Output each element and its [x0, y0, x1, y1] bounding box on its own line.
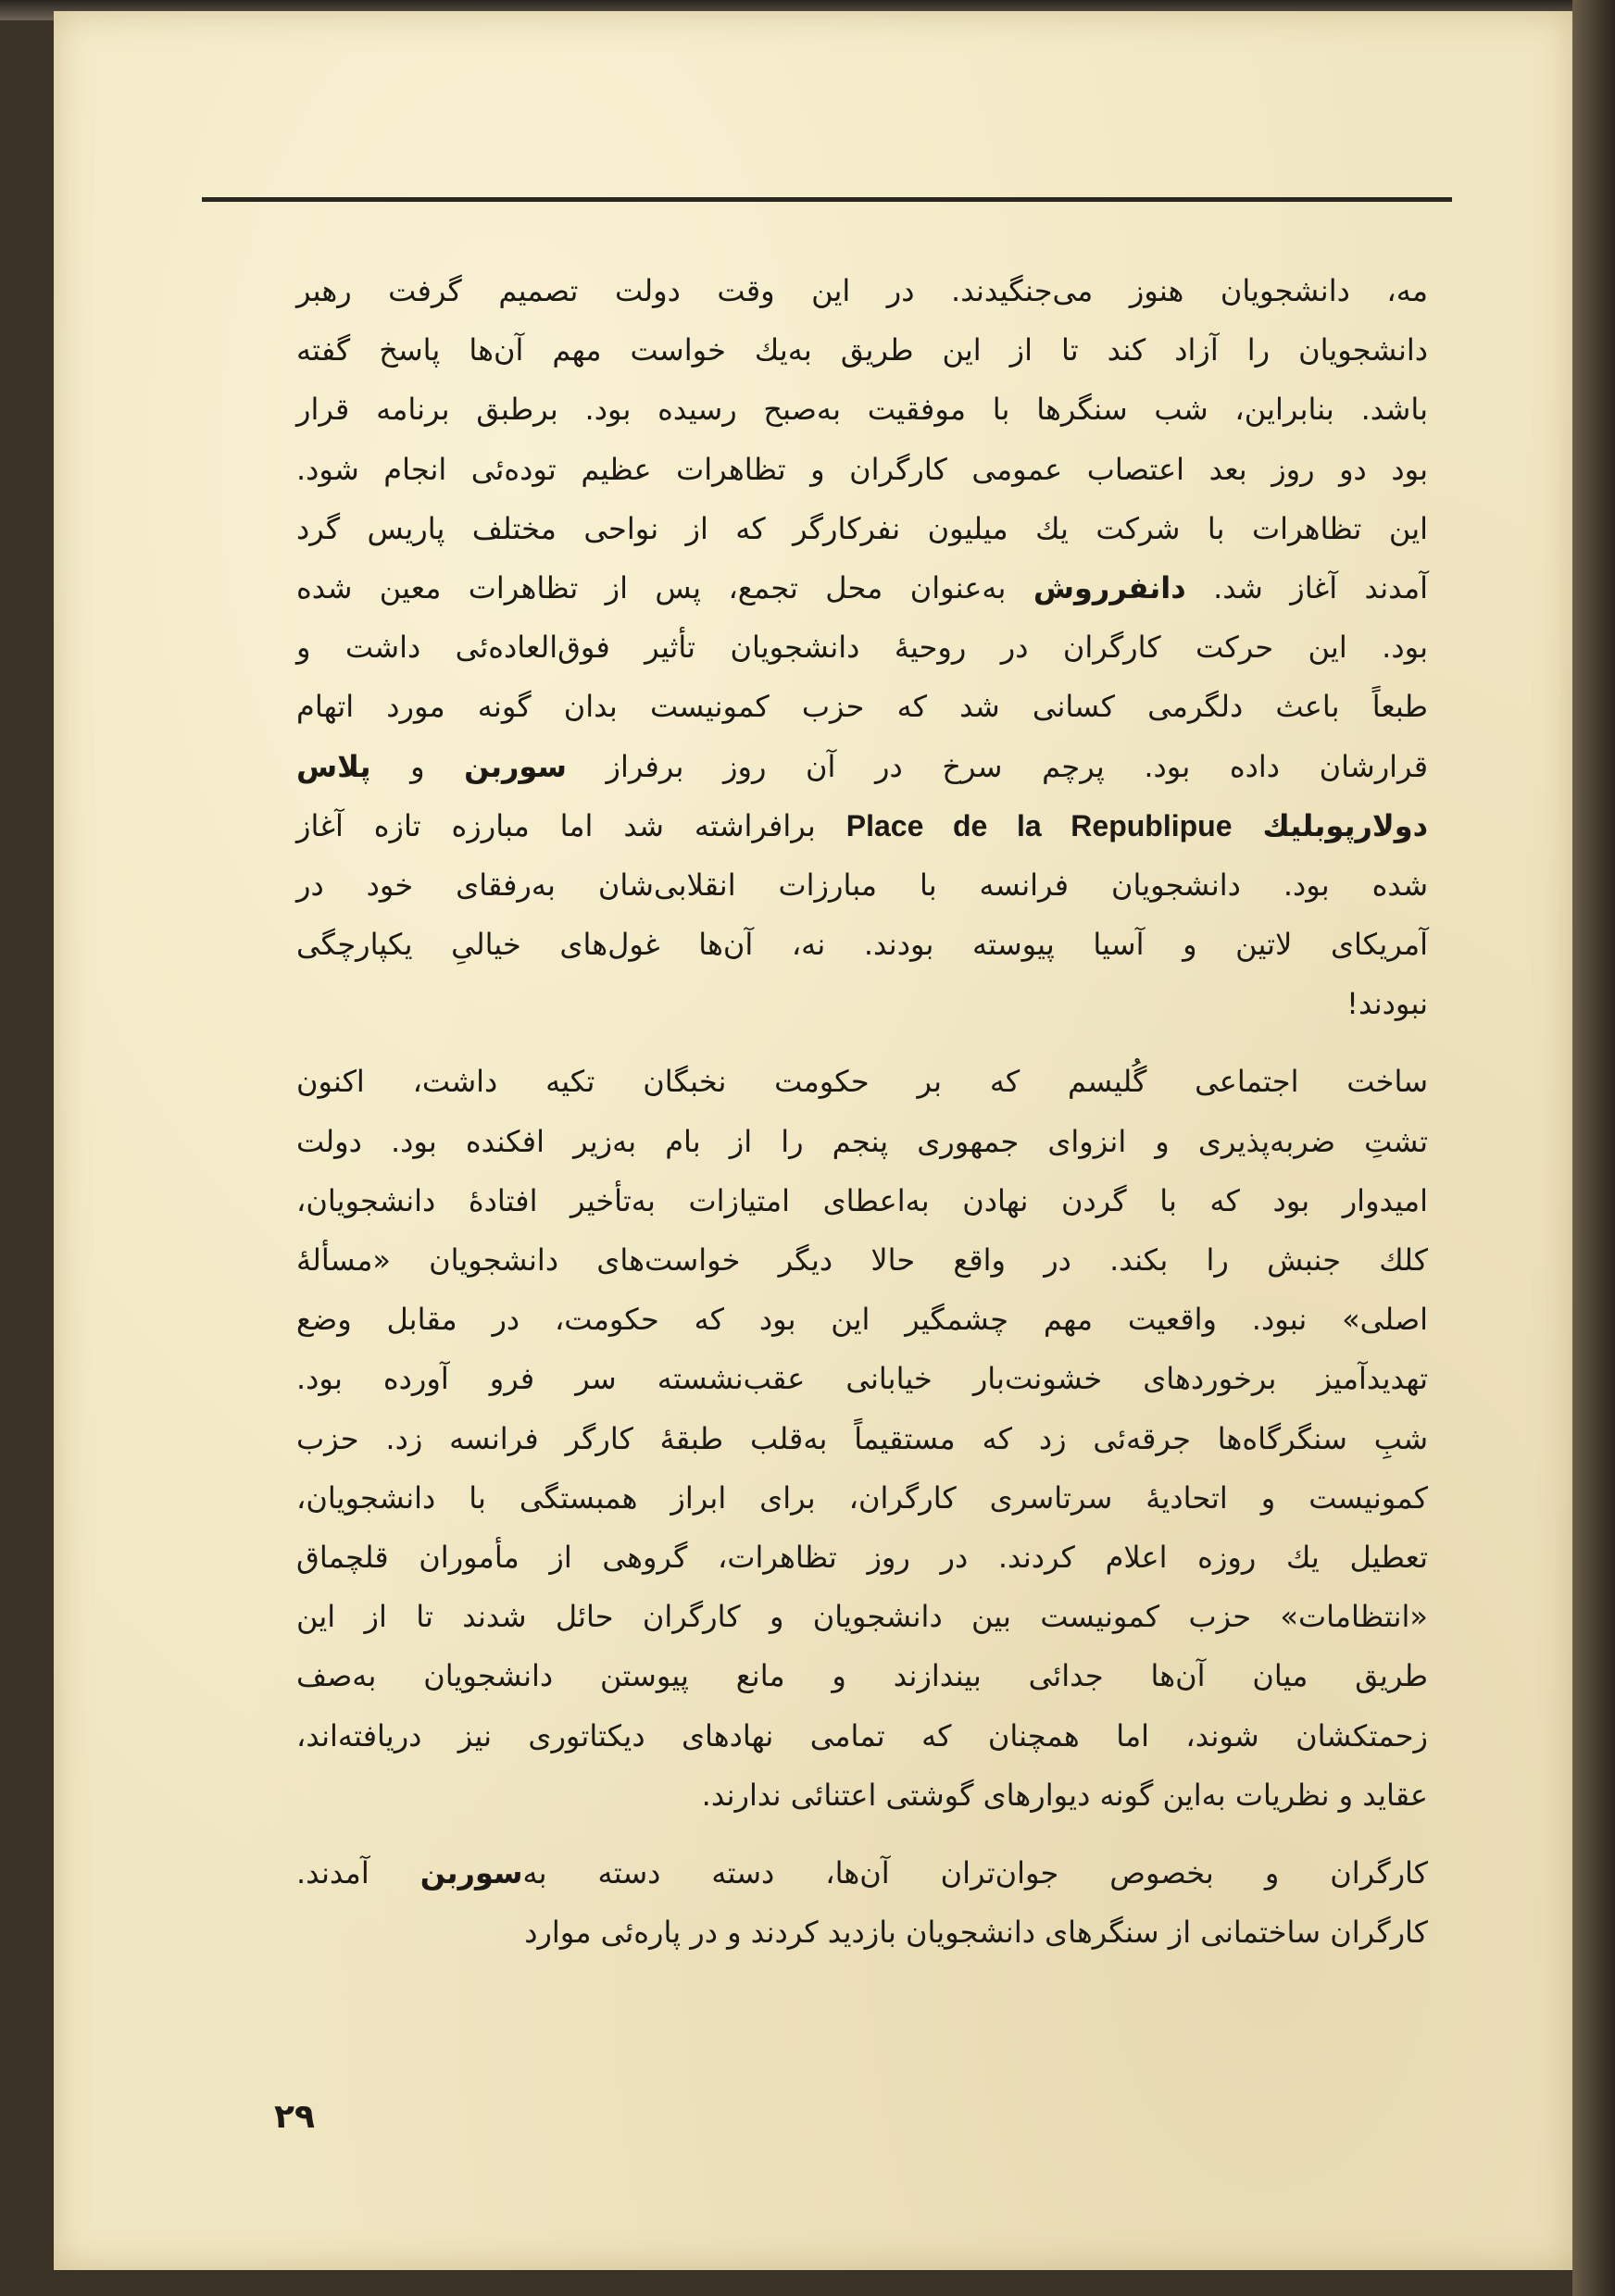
text-segment: به‌عنوان محل تجمع، پس از تظاهرات معین شده	[296, 569, 1033, 605]
text-line: مه، دانشجویان هنوز می‌جنگیدند. در این وقت دولت تصمیم گرفت رهبر	[296, 273, 1428, 308]
paragraph-1	[296, 261, 1428, 1033]
page-number: ۲۹	[274, 2098, 315, 2136]
text-line: کلك جنبش را بکند. در واقع حالا دیگر خواست‌های دانشجویان «مسألهٔ	[296, 1242, 1428, 1278]
text-line: زحمتکشان شوند، اما همچنان که تمامی نهادهای دیکتاتوری نیز دریافته‌اند،	[296, 1717, 1428, 1753]
text-line: آمریکای لاتین و آسیا پیوسته بودند. نه، آن‌ها غول‌های خیالیِ یکپارچگی	[296, 927, 1428, 963]
text-segment: آمدند.	[296, 1854, 420, 1890]
text-line: طریق میان آن‌ها جدائی بیندازند و مانع پیوستن دانشجویان به‌صف	[296, 1658, 1428, 1694]
paragraph-3	[296, 1843, 1428, 1962]
text-line: اصلی» نبود. واقعیت مهم چشمگیر این بود که حکومت، در مقابل وضع	[296, 1302, 1428, 1338]
body-text	[296, 261, 1428, 1962]
bold-term: سوربن	[419, 1854, 523, 1890]
text-line	[296, 796, 1428, 855]
bold-term: دانفرروش	[1033, 569, 1186, 605]
text-line: کمونیست و اتحادیهٔ سرتاسری کارگران، برای ابراز همبستگی با دانشجویان،	[296, 1479, 1428, 1516]
scan-right-edge	[1572, 0, 1615, 2296]
text-segment: و	[370, 748, 465, 784]
bold-term: پلاس	[296, 748, 371, 784]
text-line: تهدیدآمیز برخوردهای خشونت‌بار خیابانی عقب‌نشسته سر فرو آورده بود.	[296, 1361, 1428, 1397]
text-line: شده بود. دانشجویان فرانسه با مبارزات انقلابی‌شان به‌رفقای خود در	[296, 867, 1428, 903]
text-line: بود. این حرکت کارگران در روحیهٔ دانشجویان تأثیر فوق‌العاده‌ئی داشت و	[296, 630, 1428, 666]
text-line: تشتِ ضربه‌پذیری و انزوای جمهوری پنجم را از بام به‌زیر افکنده بود. دولت	[296, 1123, 1428, 1159]
text-line: امیدوار بود که با گردن نهادن به‌اعطای امتیازات به‌تأخیر افتادهٔ دانشجویان،	[296, 1182, 1428, 1218]
text-line	[296, 558, 1428, 618]
header-rule	[202, 197, 1452, 202]
bold-term: سوربن	[464, 748, 567, 784]
text-segment: آمدند آغاز شد.	[1185, 569, 1429, 605]
text-segment	[1233, 808, 1263, 843]
text-line: عقاید و نظریات به‌این گونه دیوارهای گوشتی اعتنائی ندارند.	[701, 1777, 1428, 1813]
text-segment: کارگران و بخصوص جوان‌تران آن‌ها، دسته دسته به‌	[522, 1854, 1429, 1890]
text-line: کارگران ساختمانی از سنگرهای دانشجویان بازدید کردند و در پاره‌ئی موارد	[524, 1915, 1428, 1951]
paragraph-2	[296, 1052, 1428, 1824]
text-line: تعطیل یك روزه اعلام کردند. در روز تظاهرات، گروهی از مأموران قلچماق	[296, 1539, 1428, 1575]
text-line: شبِ سنگرگاه‌ها جرقه‌ئی زد که مستقیماً به‌قلب طبقهٔ کارگر فرانسه زد. حزب	[296, 1420, 1428, 1456]
latin-term: Place de la Republipue	[845, 808, 1233, 842]
text-line: باشد. بنابراین، شب سنگرها با موفقیت به‌صبح رسیده بود. برطبق برنامه قرار	[296, 392, 1428, 428]
text-line: دانشجویان را آزاد کند تا از این طریق به‌یك خواست مهم آن‌ها پاسخ گفته	[296, 332, 1428, 368]
bold-term: دولارپوبلیك	[1262, 807, 1429, 843]
text-line: این تظاهرات با شرکت یك میلیون نفرکارگر که از نواحی مختلف پاریس گرد	[296, 510, 1428, 546]
text-line	[296, 737, 1428, 796]
text-line: نبودند!	[1346, 986, 1428, 1022]
text-line: بود دو روز بعد اعتصاب عمومی کارگران و تظاهرات عظیم توده‌ئی انجام شود.	[296, 451, 1428, 487]
text-line: ساخت اجتماعی گُلیسم که بر حکومت نخبگان تکیه داشت، اکنون	[296, 1064, 1428, 1100]
text-line: «انتظامات» حزب کمونیست بین دانشجویان و کارگران حائل شدند تا از این	[296, 1599, 1428, 1635]
text-line: طبعاً باعث دلگرمی کسانی شد که حزب کمونیست بدان گونه مورد اتهام	[296, 689, 1428, 725]
text-line	[296, 1843, 1428, 1903]
text-segment: قرارشان داده بود. پرچم سرخ در آن روز برفراز	[566, 748, 1429, 784]
text-segment: برافراشته شد اما مبارزه تازه آغاز	[296, 807, 846, 843]
